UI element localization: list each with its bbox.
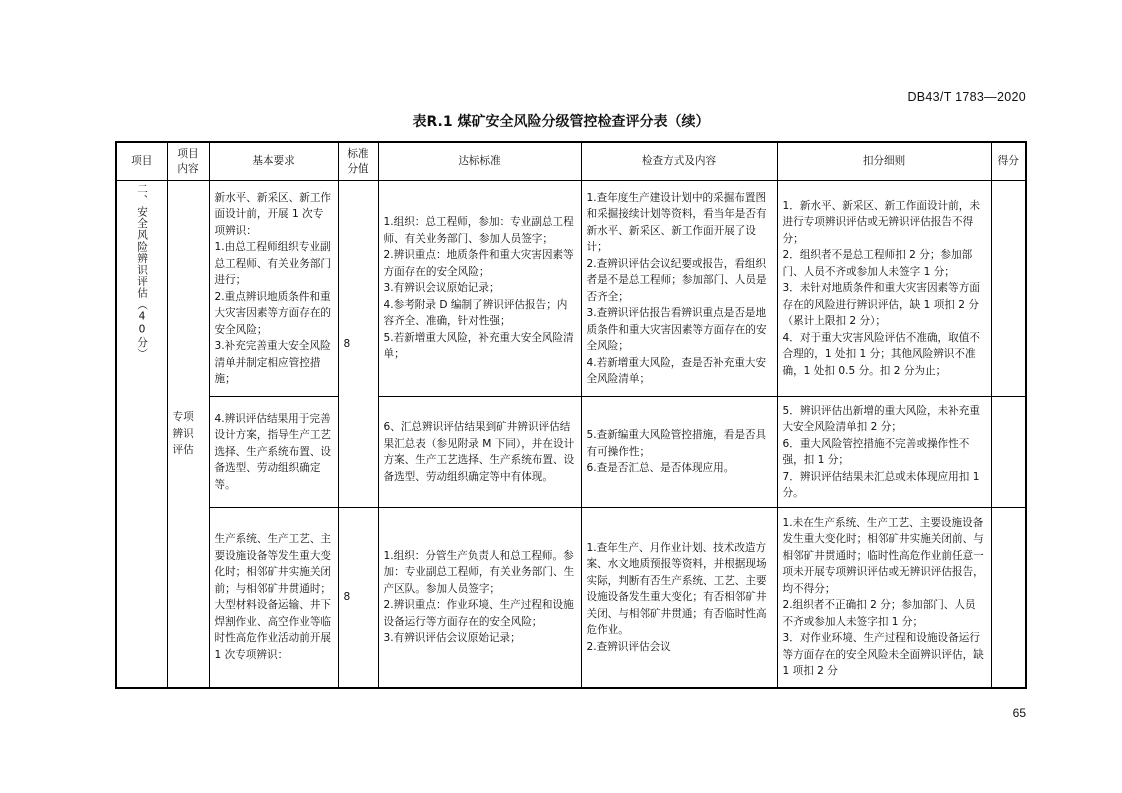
deduction-cell: 1.未在生产系统、生产工艺、主要设施设备发生重大变化时；相邻矿井实施关闭前、与相邻矿井贯通时；临时性高危作业前任意一项未开展专项辨识评估或无辨识评估报告，均不得分； 2.组织者不正确扣 2 分；参加部门、人员不齐或参加人未签字扣 1 分； 3．对作业环境、生产过程和设施设备运行等方面存在的安全风险未全面辨识评估，缺 1 项扣 2 分 [777,508,991,688]
requirement-cell: 新水平、新采区、新工作面设计前，开展 1 次专项辨识： 1.由总工程师组织专业副总工程师、有关业务部门进行； 2.重点辨识地质条件和重大灾害因素等方面存在的安全风险； 3.补充完善重大安全风险清单并制定相应管控措施； [209,181,338,397]
column-header-got-score: 得分 [991,142,1026,181]
inspection-cell: 1.查年生产、月作业计划、技术改造方案、水文地质预报等资料，并根据现场实际，判断有否生产系统、工艺、主要设施设备发生重大变化；有否相邻矿井关闭、与相邻矿井贯通；有否临时性高危作业。 2.查辨识评估会议 [581,508,777,688]
standard-cell: 6、汇总辨识评估结果到矿井辨识评估结果汇总表（参见附录 M 下同），并在设计方案、生产工艺选择、生产系统布置、设备选型、劳动组织确定等中有体现。 [378,397,581,508]
inspection-cell: 1.查年度生产建设计划中的采掘布置图和采掘接续计划等资料，看当年是否有新水平、新采区、新工作面开展了设计； 2.查辨识评估会议纪要或报告，看组织者是不是总工程师；参加部门、人员是否齐全； 3.查辨识评估报告看辨识重点是否是地质条件和重大灾害因素等方面存在的安全风险； 4.若新增重大风险，查是否补充重大安全风险清单； [581,181,777,397]
table-header-row [116,142,1026,181]
standard-code: DB43/T 1783—2020 [907,90,1026,104]
column-header-item: 项目 [116,142,167,181]
got-score-cell [991,397,1026,508]
column-header-inspection: 检查方式及内容 [581,142,777,181]
item-content-cell: 专项 辨识 评估 [167,181,209,688]
column-header-deduction: 扣分细则 [777,142,991,181]
column-header-content: 项目 内容 [167,142,209,181]
page-number: 65 [1012,706,1026,720]
requirement-cell: 4.辨识评估结果用于完善设计方案，指导生产工艺选择、生产系统布置、设备选型、劳动组织确定等。 [209,397,338,508]
inspection-score-table [115,141,1027,689]
table-row [116,397,1026,508]
deduction-cell: 1．新水平、新采区、新工作面设计前，未进行专项辨识评估或无辨识评估报告不得分； 2．组织者不是总工程师扣 2 分；参加部门、人员不齐或参加人未签字 1 分； 3．未针对地质条件和重大灾害因素等方面存在的风险进行辨识评估，缺 1 项扣 2 分（累计上限扣 2 分）； 4．对于重大灾害风险评估不准确，取值不合理的，1 处扣 1 分；其他风险辨识不准确，1 处扣 0.5 分。扣 2 分为止； [777,181,991,397]
score-cell: 8 [338,181,378,508]
standard-cell: 1.组织：总工程师，参加：专业副总工程师、有关业务部门、参加人员签字； 2.辨识重点：地质条件和重大灾害因素等方面存在的安全风险； 3.有辨识会议原始记录； 4.参考附录 D 编制了辨识评估报告；内容齐全、准确，针对性强； 5.若新增重大风险，补充重大安全风险清单； [378,181,581,397]
inspection-cell: 5.查新编重大风险管控措施，看是否具有可操作性； 6.查是否汇总、是否体现应用。 [581,397,777,508]
table-title: 表R.1 煤矿安全风险分级管控检查评分表（续） [412,114,710,130]
column-header-standard: 达标标准 [378,142,581,181]
standard-cell: 1.组织：分管生产负责人和总工程师。参加：专业副总工程师，有关业务部门、生产区队。参加人员签字； 2.辨识重点：作业环境、生产过程和设施设备运行等方面存在的安全风险； 3.有辨识评估会议原始记录； [378,508,581,688]
item-category-cell: 二、安全风险辨识评估（40分） [116,181,167,688]
table-row [116,508,1026,688]
column-header-requirement: 基本要求 [209,142,338,181]
requirement-cell: 生产系统、生产工艺、主要设施设备等发生重大变化时；相邻矿井实施关闭前；与相邻矿井贯通时；大型材料设备运输、井下焊割作业、高空作业等临时性高危作业活动前开展 1 次专项辨识： [209,508,338,688]
deduction-cell: 5．辨识评估出新增的重大风险，未补充重大安全风险清单扣 2 分； 6．重大风险管控措施不完善或操作性不强，扣 1 分； 7．辨识评估结果未汇总或未体现应用扣 1 分。 [777,397,991,508]
got-score-cell [991,508,1026,688]
column-header-score: 标准 分值 [338,142,378,181]
score-cell: 8 [338,508,378,688]
table-row [116,181,1026,397]
got-score-cell [991,181,1026,397]
